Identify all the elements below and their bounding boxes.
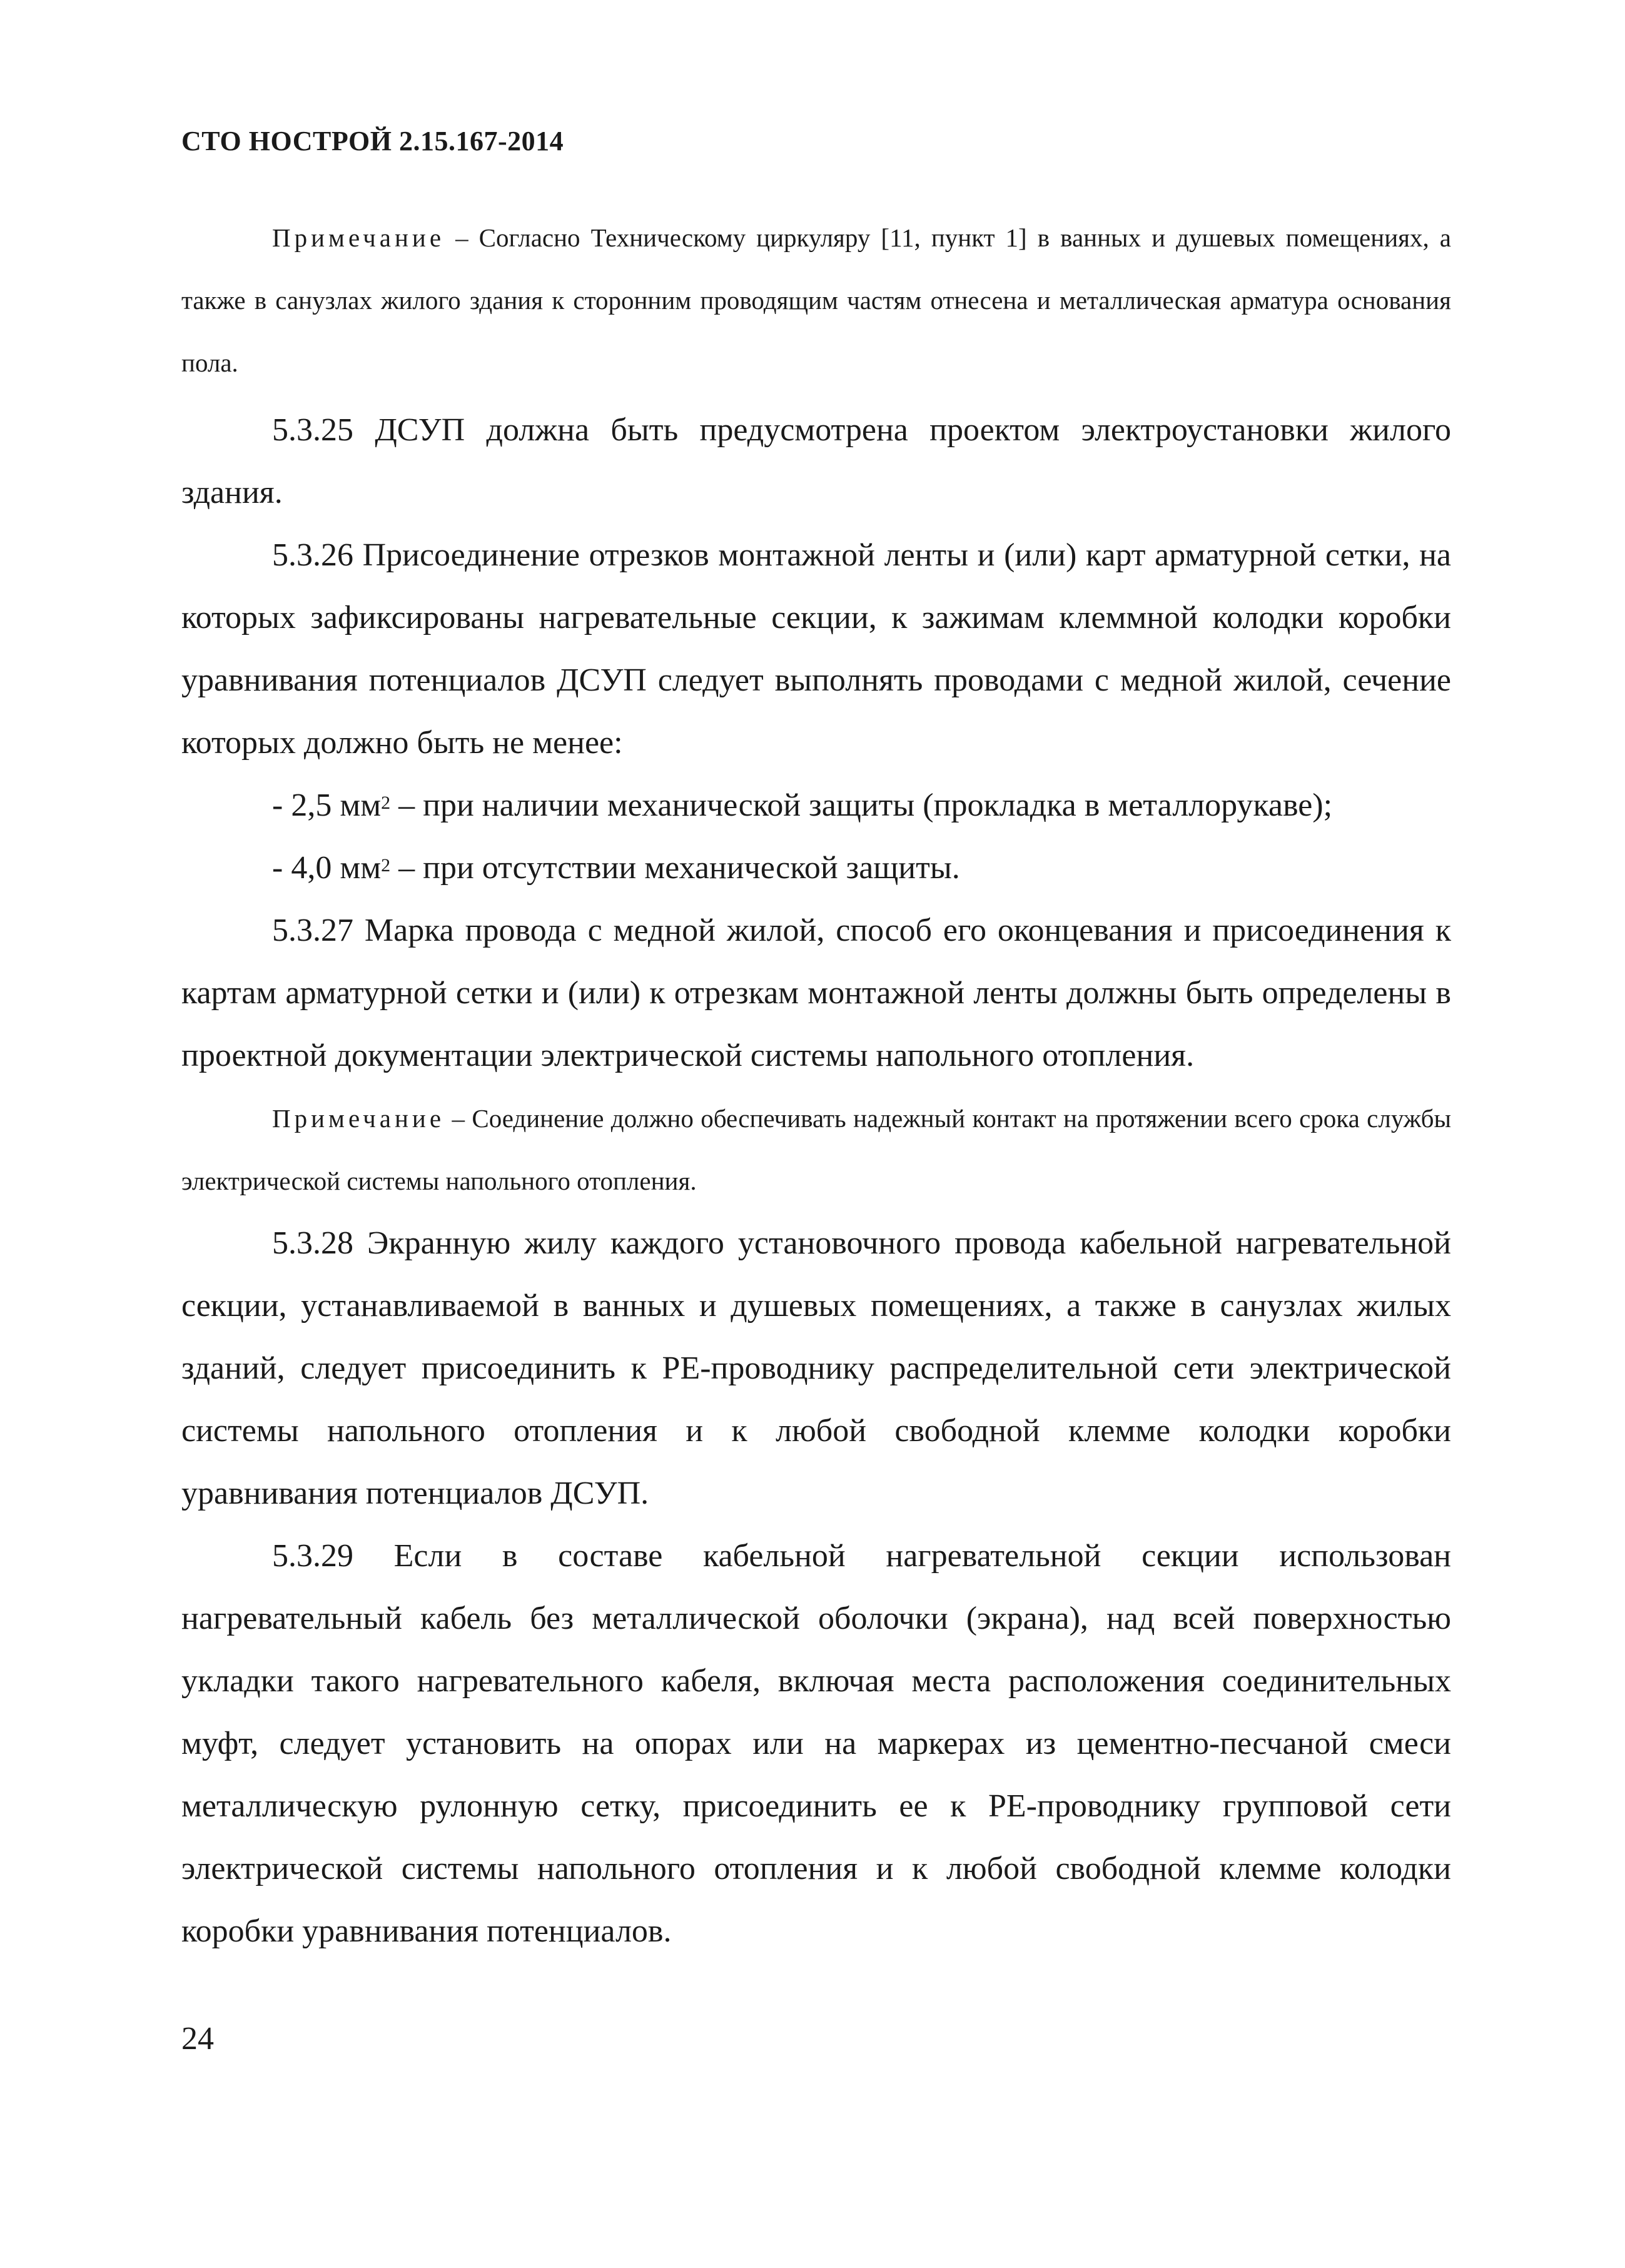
- note-label: Примечание: [272, 1104, 445, 1133]
- clause-5-3-25: 5.3.25 ДСУП должна быть предусмотрена проектом электроустановки жилого здания.: [181, 412, 1451, 510]
- clause-5-3-27: 5.3.27 Марка провода с медной жилой, способ его оконцевания и присоединения к картам арматурной сетки и (или) к отрезкам монтажной ленты должны быть определены в проектной документации электрической системы напольного отопления.: [181, 913, 1451, 1073]
- list-item-lead: - 4,0 мм: [272, 850, 382, 886]
- list-item-text: – при наличии механической защиты (прокладка в металлорукаве);: [390, 787, 1333, 823]
- list-item-text: – при отсутствии механической защиты.: [390, 850, 960, 886]
- document-body: [181, 206, 1451, 1963]
- superscript: 2: [381, 855, 391, 876]
- list-item-lead: - 2,5 мм: [272, 787, 382, 823]
- clause-5-3-26: 5.3.26 Присоединение отрезков монтажной ленты и (или) карт арматурной сетки, на которых зафиксированы нагревательные секции, к зажимам клеммной колодки коробки уравнивания потенциалов ДСУП следует выполнять проводами с медной жилой, сечение которых должно быть не менее:: [181, 537, 1451, 761]
- list-item: [181, 837, 1451, 899]
- note-text: – Согласно Техническому циркуляру [11, пункт 1] в ванных и душевых помещениях, а также в санузлах жилого здания к сторонним проводящим частям отнесена и металлическая арматура основания пола.: [181, 223, 1451, 377]
- clause-5-3-29: 5.3.29 Если в составе кабельной нагревательной секции использован нагревательный кабель без металлической оболочки (экрана), над всей поверхностью укладки такого нагревательного кабеля, включая места расположения соединительных муфт, следует установить на опорах или на маркерах из цементно-песчаной смеси металлическую рулонную сетку, присоединить ее к РЕ-проводнику групповой сети электрической системы напольного отопления и к любой свободной клемме колодки коробки уравнивания потенциалов.: [181, 1538, 1451, 1949]
- note-1: [181, 206, 1451, 394]
- clause-5-3-28: 5.3.28 Экранную жилу каждого установочного провода кабельной нагревательной секции, устанавливаемой в ванных и душевых помещениях, а также в санузлах жилых зданий, следует присоединить к РЕ-проводнику распределительной сети электрической системы напольного отопления и к любой свободной клемме колодки коробки уравнивания потенциалов ДСУП.: [181, 1225, 1451, 1511]
- document-header: СТО НОСТРОЙ 2.15.167-2014: [181, 126, 564, 156]
- note-text: – Соединение должно обеспечивать надежный контакт на протяжении всего срока службы электрической системы напольного отопления.: [181, 1104, 1451, 1195]
- note-label: Примечание: [272, 223, 445, 252]
- page-number: 24: [181, 2021, 214, 2057]
- superscript: 2: [381, 792, 391, 813]
- list-item: [181, 774, 1451, 837]
- note-2: [181, 1087, 1451, 1212]
